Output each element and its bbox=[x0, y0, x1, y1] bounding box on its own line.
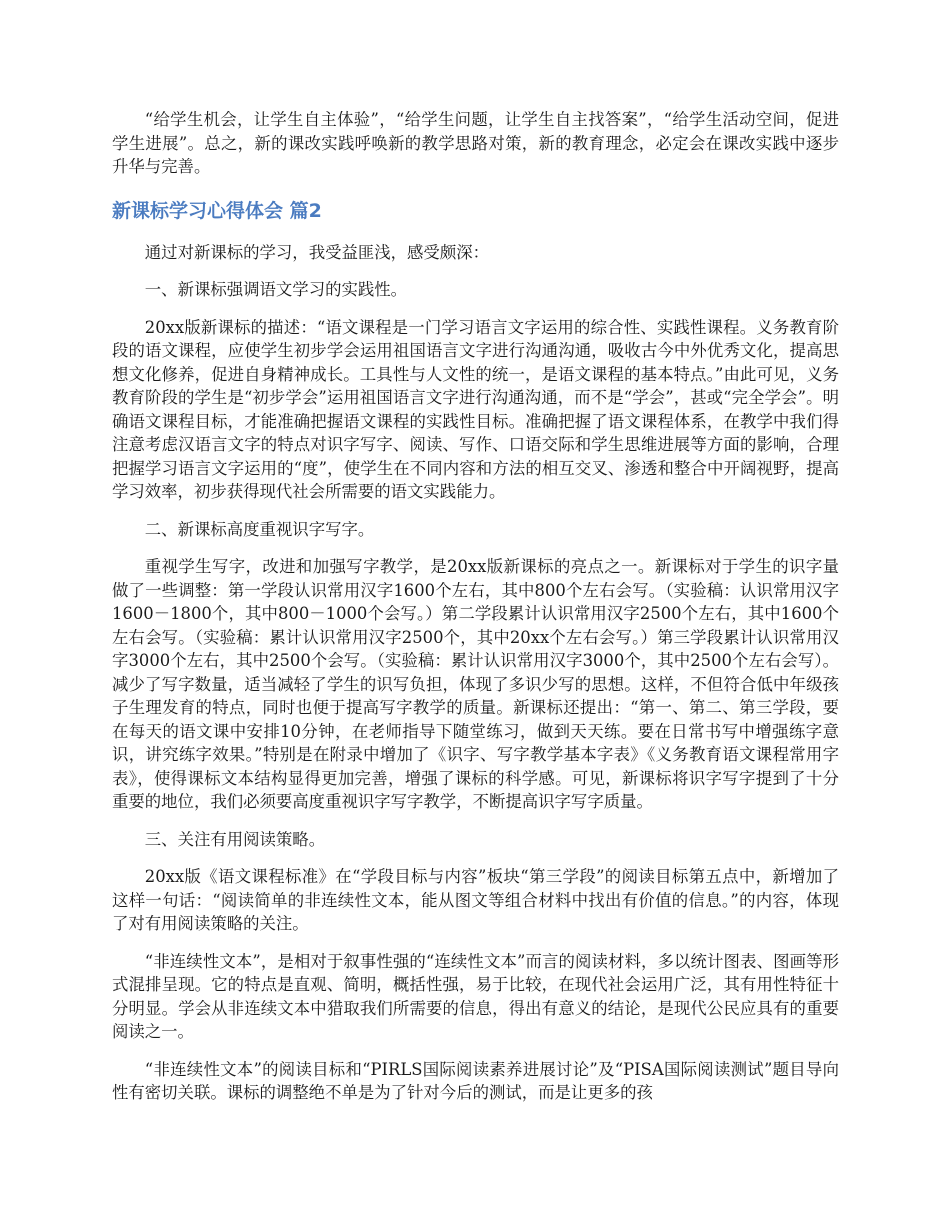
body-paragraph: 20xx版《语文课程标准》在“学段目标与内容”板块“第三学段”的阅读目标第五点中，新增加了这样一句话：“阅读简单的非连续性文本，能从图文等组合材料中找出有价值的信息。”的内容，体现了对有用阅读策略的关注。 bbox=[112, 867, 839, 933]
point-heading-3: 三、关注有用阅读策略。 bbox=[144, 829, 326, 849]
body-paragraph: 通过对新课标的学习，我受益匪浅，感受颇深： bbox=[144, 242, 489, 262]
body-paragraph: 20xx版新课标的描述：“语文课程是一门学习语言文字运用的综合性、实践性课程。义务教育阶段的语文课程，应使学生初步学会运用祖国语言文字进行沟通沟通，吸收古今中外优秀文化，提高思想文化修养，促进自身精神成长。工具性与人文性的统一，是语文课程的基本特点。”由此可见，义务教育阶段的学生是“初步学会”运用祖国语言文字进行沟通沟通，而不是“学会”，甚或“完全学会”。明确语文课程目标，才能准确把握语文课程的实践性目标。准确把握了语文课程体系，在教学中我们得注意考虑汉语言文字的特点对识字写字、阅读、写作、口语交际和学生思维进展等方面的影响，合理把握学习语言文字运用的“度”，使学生在不同内容和方法的相互交叉、渗透和整合中开阔视野，提高学习效率，初步获得现代社会所需要的语文实践能力。 bbox=[112, 317, 839, 501]
body-paragraph: 重视学生写字，改进和加强写字教学，是20xx版新课标的亮点之一。新课标对于学生的识字量做了一些调整：第一学段认识常用汉字1600个左右，其中800个左右会写。（实验稿：认识常用汉字1600－1800个，其中800－1000个会写。）第二学段累计认识常用汉字2500个左右，其中1600个左右会写。（实验稿：累计认识常用汉字2500个，其中20xx个左右会写。）第三学段累计认识常用汉字3000个左右，其中2500个会写。（实验稿：累计认识常用汉字3000个，其中2500个左右会写）。减少了写字数量，适当减轻了学生的识写负担，体现了多识少写的思想。这样，不但符合低中年级孩子生理发育的特点，同时也便于提高写字教学的质量。新课标还提出：“第一、第二、第三学段，要在每天的语文课中安排10分钟，在老师指导下随堂练习，做到天天练。要在日常书写中增强练字意识，讲究练字效果。”特别是在附录中增加了《识字、写字教学基本字表》《义务教育语文课程常用字表》，使得课标文本结构显得更加完善，增强了课标的科学感。可见，新课标将识字写字提到了十分重要的地位，我们必须要高度重视识字写字教学，不断提高识字写字质量。 bbox=[112, 557, 839, 811]
body-paragraph: “非连续性文本”，是相对于叙事性强的“连续性文本”而言的阅读材料，多以统计图表、图画等形式混排呈现。它的特点是直观、简明，概括性强，易于比较，在现代社会运用广泛，其有用性特征十分明显。学会从非连续文本中猎取我们所需要的信息，得出有意义的结论，是现代公民应具有的重要阅读之一。 bbox=[112, 951, 839, 1041]
point-heading-2: 二、新课标高度重视识字写字。 bbox=[144, 519, 375, 539]
point-heading-1: 一、新课标强调语文学习的实践性。 bbox=[144, 280, 408, 299]
body-paragraph: “非连续性文本”的阅读目标和“PIRLS国际阅读素养进展讨论”及“PISA国际阅读测试”题目导向性有密切关联。课标的调整绝不单是为了针对今后的测试，而是让更多的孩 bbox=[112, 1059, 839, 1102]
section-title: 新课标学习心得体会 篇2 bbox=[112, 199, 322, 222]
document-page bbox=[112, 108, 839, 1119]
intro-paragraph: “给学生机会，让学生自主体验”，“给学生问题，让学生自主找答案”，“给学生活动空间，促进学生进展”。总之，新的课改实践呼唤新的教学思路对策，新的教育理念，必定会在课改实践中逐步升华与完善。 bbox=[112, 110, 839, 176]
